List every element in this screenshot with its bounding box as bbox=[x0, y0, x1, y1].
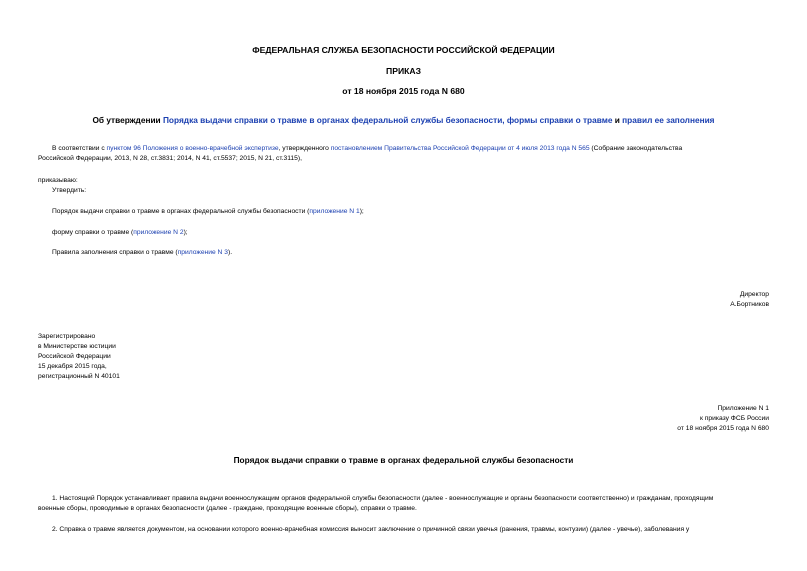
preamble-text-b: , утвержденного bbox=[278, 145, 331, 152]
link-appendix-1[interactable]: приложение N 1 bbox=[309, 208, 360, 215]
preamble-text-c: (Собрание законодательства bbox=[589, 145, 683, 152]
order-prikazyvayu: приказываю: bbox=[38, 177, 78, 184]
signature-position: Директор bbox=[739, 291, 769, 298]
preamble-text-a: В соответствии с bbox=[52, 145, 107, 152]
title-mid: и bbox=[612, 115, 623, 125]
order-item-1 bbox=[52, 207, 364, 218]
appendix-line-2: к приказу ФСБ России bbox=[700, 415, 769, 422]
procedure-p2-line-1: 2. Справка о травме является документом, на основании которого военно-врачебная комиссия выносит заключение о причинной связи увечья (ранения, травмы, контузии) (далее - увечье), заболевания у bbox=[52, 526, 690, 533]
order-item-2-end: ); bbox=[183, 229, 188, 236]
procedure-title: Порядок выдачи справки о травме в органах федеральной службы безопасности bbox=[233, 455, 574, 465]
date-number-heading: от 18 ноября 2015 года N 680 bbox=[342, 86, 465, 96]
registration-line-3: Российской Федерации bbox=[38, 353, 111, 360]
preamble-line-1 bbox=[52, 144, 682, 155]
registration-line-1: Зарегистрировано bbox=[38, 333, 96, 340]
doc-type-heading: ПРИКАЗ bbox=[386, 66, 421, 76]
title-prefix: Об утверждении bbox=[92, 115, 163, 125]
order-item-2 bbox=[52, 228, 188, 239]
document-title bbox=[0, 115, 807, 125]
signature-name: А.Бортников bbox=[730, 301, 769, 308]
order-item-3 bbox=[52, 248, 232, 259]
agency-heading: ФЕДЕРАЛЬНАЯ СЛУЖБА БЕЗОПАСНОСТИ РОССИЙСКОЙ ФЕДЕРАЦИИ bbox=[252, 45, 555, 55]
order-approve: Утвердить: bbox=[52, 187, 87, 194]
registration-line-4: 15 декабря 2015 года, bbox=[38, 363, 107, 370]
preamble-link-resolution[interactable]: постановлением Правительства Российской Федерации от 4 июля 2013 года N 565 bbox=[330, 145, 590, 152]
order-item-3-text: Правила заполнения справки о травме ( bbox=[52, 249, 178, 256]
procedure-p1-line-2: военные сборы, проводимые в органах безопасности (далее - граждане, проходящие военные сборы), справки о травме. bbox=[38, 505, 417, 512]
link-appendix-2[interactable]: приложение N 2 bbox=[133, 229, 184, 236]
link-appendix-3[interactable]: приложение N 3 bbox=[177, 249, 228, 256]
title-link-rules[interactable]: правил ее заполнения bbox=[622, 115, 715, 125]
appendix-line-1: Приложение N 1 bbox=[717, 405, 769, 412]
appendix-line-3: от 18 ноября 2015 года N 680 bbox=[677, 425, 769, 432]
title-link-procedure[interactable]: Порядка выдачи справки о травме в органах федеральной службы безопасности, формы справки о травме bbox=[162, 115, 613, 125]
order-item-2-text: форму справки о травме ( bbox=[52, 229, 134, 236]
registration-line-5: регистрационный N 40101 bbox=[38, 373, 120, 380]
order-item-3-end: ). bbox=[227, 249, 233, 256]
procedure-p1-line-1: 1. Настоящий Порядок устанавливает правила выдачи военнослужащим органов федеральной службы безопасности (далее - военнослужащие и органы безопасности соответственно) и гражданам, проходящим bbox=[52, 495, 714, 502]
registration-line-2: в Министерстве юстиции bbox=[38, 343, 116, 350]
preamble-link-point96[interactable]: пунктом 96 Положения о военно-врачебной экспертизе bbox=[106, 145, 279, 152]
order-item-1-end: ); bbox=[359, 208, 364, 215]
order-item-1-text: Порядок выдачи справки о травме в органах федеральной службы безопасности ( bbox=[52, 208, 310, 215]
preamble-line-2: Российской Федерации, 2013, N 28, ст.3831; 2014, N 41, ст.5537; 2015, N 21, ст.3115), bbox=[38, 155, 302, 162]
